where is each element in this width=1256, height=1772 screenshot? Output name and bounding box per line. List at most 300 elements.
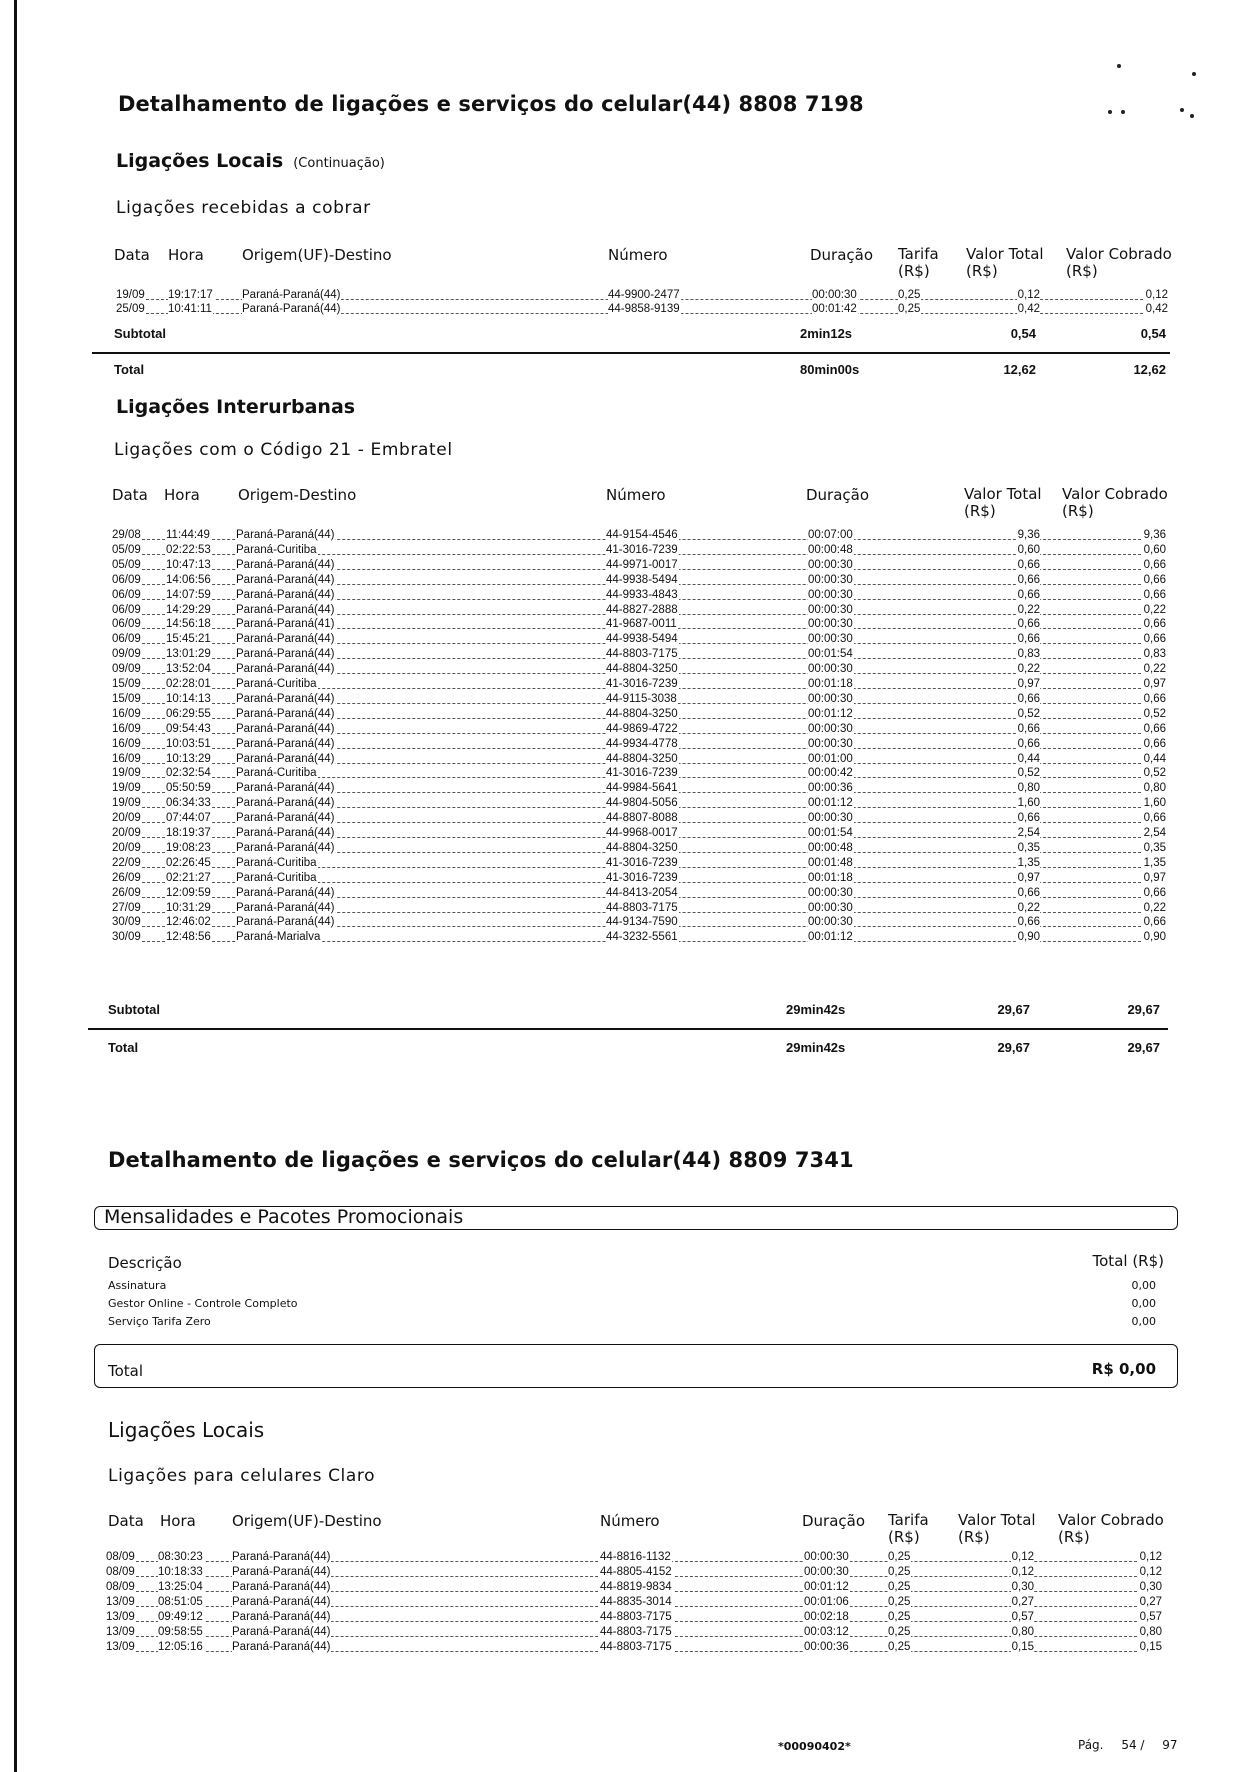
page-label: Pág.: [1078, 1738, 1104, 1752]
table-cell: 10:31:29: [166, 901, 211, 914]
table-cell: Paraná-Paraná(44): [236, 782, 335, 795]
total-duration: 80min00s: [800, 362, 860, 377]
table-cell: Paraná-Paraná(44): [236, 916, 335, 929]
table-row: [106, 1640, 1162, 1655]
subscription-item-label: Serviço Tarifa Zero: [108, 1315, 211, 1328]
subgroup-heading: Ligações para celulares Claro: [108, 1466, 376, 1486]
table-cell: 1,60: [1143, 797, 1166, 810]
subgroup-heading: Ligações recebidas a cobrar: [116, 198, 371, 218]
table-cell: 0,66: [1143, 588, 1166, 601]
table-cell: 00:00:30: [808, 812, 853, 825]
table-cell: 26/09: [112, 871, 141, 884]
table-cell: 02:21:27: [166, 871, 211, 884]
table-cell: 0,25: [888, 1566, 911, 1578]
table-cell: 0,25: [888, 1596, 911, 1608]
table-row: [106, 1595, 1162, 1610]
table-cell: 44-9134-7590: [606, 916, 678, 929]
table-cell: 00:01:12: [808, 931, 853, 944]
table-cell: Paraná-Paraná(44): [236, 827, 335, 839]
group-heading: Ligações Interurbanas: [116, 396, 356, 418]
column-header: [964, 486, 1042, 520]
column-header: [888, 1512, 929, 1546]
table-cell: 00:00:30: [808, 663, 853, 676]
table-cell: 41-3016-7239: [606, 767, 678, 780]
table-cell: 44-8803-7175: [600, 1611, 672, 1623]
column-header: [1062, 486, 1168, 520]
table-cell: 0,57: [1139, 1611, 1162, 1623]
table-cell: 00:00:42: [808, 767, 853, 780]
table-cell: 09:49:12: [158, 1611, 203, 1623]
subscription-item-value: 0,00: [1131, 1297, 1156, 1310]
table-cell: 10:47:13: [166, 558, 211, 571]
table-cell: 0,66: [1017, 618, 1040, 631]
column-header: Data: [108, 1512, 144, 1530]
table-cell: Paraná-Curitiba: [236, 543, 317, 556]
table-cell: 0,44: [1143, 752, 1166, 765]
table-row: [112, 737, 1166, 752]
table-cell: 00:00:30: [812, 289, 857, 301]
table-cell: 00:01:42: [812, 303, 857, 315]
subtotal-charged: 0,54: [1140, 326, 1166, 341]
table-cell: 0,22: [1143, 603, 1166, 616]
table-cell: Paraná-Curitiba: [236, 678, 317, 690]
total-line: [0, 362, 1256, 378]
table-cell: Paraná-Paraná(44): [236, 812, 335, 825]
table-cell: 08:51:05: [158, 1596, 203, 1608]
subscription-item-label: Gestor Online - Controle Completo: [108, 1297, 298, 1310]
table-cell: 00:00:48: [808, 841, 853, 854]
subtotal-duration: 29min42s: [786, 1002, 846, 1017]
table-cell: 30/09: [112, 916, 141, 929]
table-cell: 44-9968-0017: [606, 827, 678, 839]
table-row: [106, 1610, 1162, 1625]
table-row: [112, 766, 1166, 781]
table-cell: 00:00:30: [808, 692, 853, 705]
table-cell: 1,60: [1017, 797, 1040, 810]
table-cell: 00:01:00: [808, 752, 853, 765]
total-total: 29,67: [997, 1040, 1030, 1055]
table-cell: 00:00:30: [808, 737, 853, 750]
table-row: [116, 302, 1168, 317]
table-cell: Paraná-Paraná(44): [232, 1551, 331, 1563]
table-cell: 0,60: [1017, 543, 1040, 556]
table-cell: 20/09: [112, 827, 141, 839]
column-header-line: Valor Total: [966, 245, 1044, 263]
table-cell: 1,35: [1143, 856, 1166, 869]
subtotal-charged: 29,67: [1127, 1002, 1160, 1017]
table-cell: 19:08:23: [166, 841, 211, 854]
table-cell: 0,97: [1017, 678, 1040, 690]
table-cell: 00:00:30: [804, 1566, 849, 1578]
table-cell: 00:00:30: [808, 558, 853, 571]
table-cell: 0,66: [1143, 737, 1166, 750]
column-header-line: Valor Cobrado: [1066, 245, 1172, 263]
table-row: [106, 1625, 1162, 1640]
table-cell: 44-8804-3250: [606, 707, 678, 720]
table-cell: 10:41:11: [168, 303, 212, 315]
table-cell: Paraná-Paraná(44): [236, 648, 335, 661]
column-header-line: (R$): [966, 262, 998, 280]
group-heading: [116, 150, 385, 172]
column-header-line: (R$): [898, 262, 930, 280]
table-cell: 44-8803-7175: [600, 1626, 672, 1638]
table-cell: Paraná-Paraná(44): [232, 1566, 331, 1578]
table-cell: 0,12: [1145, 289, 1168, 301]
table-cell: Paraná-Paraná(44): [236, 633, 335, 646]
table-cell: 14:29:29: [166, 603, 211, 616]
table-cell: Paraná-Paraná(44): [236, 603, 335, 616]
table-row: [112, 752, 1166, 767]
subscription-item-value: 0,00: [1131, 1279, 1156, 1292]
subtotal-line: [0, 1002, 1256, 1018]
table-cell: 05/09: [112, 558, 141, 571]
subtotal-label: Subtotal: [108, 1002, 160, 1017]
subtotal-total: 0,54: [1010, 326, 1036, 341]
table-cell: 00:00:30: [808, 901, 853, 914]
table-cell: 44-9938-5494: [606, 573, 678, 586]
table-cell: 00:07:00: [808, 529, 853, 541]
table-cell: 18:19:37: [166, 827, 211, 839]
table-cell: Paraná-Curitiba: [236, 871, 317, 884]
table-row: [112, 841, 1166, 856]
column-header-line: (R$): [1066, 262, 1098, 280]
column-header: [1058, 1512, 1164, 1546]
table-cell: 0,15: [1011, 1641, 1034, 1653]
column-header: [898, 246, 939, 280]
subtotal-line: [0, 326, 1256, 342]
table-row: [112, 603, 1166, 618]
table-cell: 44-8803-7175: [606, 648, 678, 661]
table-cell: 30/09: [112, 931, 141, 944]
table-cell: 14:56:18: [166, 618, 211, 631]
table-cell: 0,66: [1017, 633, 1040, 646]
table-cell: 09:54:43: [166, 722, 211, 735]
table-cell: 1,35: [1017, 856, 1040, 869]
subscription-total-label: Total: [108, 1362, 144, 1380]
table-cell: 0,44: [1017, 752, 1040, 765]
table-cell: 0,80: [1139, 1626, 1162, 1638]
table-row: [112, 930, 1166, 945]
table-cell: 00:03:12: [804, 1626, 849, 1638]
table-cell: 09:58:55: [158, 1626, 203, 1638]
table-cell: 00:02:18: [804, 1611, 849, 1623]
table-cell: Paraná-Paraná(44): [236, 886, 335, 899]
total-duration: 29min42s: [786, 1040, 846, 1055]
table-cell: 08/09: [106, 1551, 135, 1563]
table-cell: Paraná-Paraná(44): [232, 1611, 331, 1623]
column-header: Duração: [802, 1512, 866, 1530]
group-heading: Ligações Locais: [108, 1418, 265, 1442]
column-header: Origem(UF)-Destino: [232, 1512, 382, 1530]
table-cell: 06/09: [112, 588, 141, 601]
table-cell: 0,57: [1011, 1611, 1034, 1623]
subtotal-total: 29,67: [997, 1002, 1030, 1017]
table-cell: 06/09: [112, 618, 141, 631]
description-header: Descrição: [108, 1254, 182, 1272]
table-cell: Paraná-Paraná(44): [236, 752, 335, 765]
table-cell: 44-9984-5641: [606, 782, 678, 795]
table-cell: Paraná-Paraná(44): [242, 289, 341, 301]
table-row: [112, 707, 1166, 722]
table-cell: 00:01:18: [808, 871, 853, 884]
table-cell: 44-8803-7175: [600, 1641, 672, 1653]
table-cell: 44-9804-5056: [606, 797, 678, 810]
table-cell: 44-9869-4722: [606, 722, 678, 735]
table-cell: 0,80: [1143, 782, 1166, 795]
table-cell: 0,83: [1017, 648, 1040, 661]
subscription-item-value: 0,00: [1131, 1315, 1156, 1328]
table-cell: 9,36: [1143, 529, 1166, 541]
column-header-line: Tarifa: [888, 1511, 929, 1529]
subscription-box-title: Mensalidades e Pacotes Promocionais: [104, 1206, 464, 1228]
table-cell: 0,83: [1143, 648, 1166, 661]
column-header: [958, 1512, 1036, 1546]
table-row: [112, 722, 1166, 737]
table-cell: 16/09: [112, 722, 141, 735]
table-cell: 02:28:01: [166, 678, 211, 690]
table-cell: Paraná-Paraná(44): [232, 1626, 331, 1638]
table-cell: 0,90: [1017, 931, 1040, 944]
column-header: Data: [114, 246, 150, 264]
table-cell: 0,66: [1143, 692, 1166, 705]
table-cell: 00:00:30: [808, 633, 853, 646]
table-cell: Paraná-Paraná(44): [236, 901, 335, 914]
table-cell: 0,66: [1143, 573, 1166, 586]
table-cell: 0,66: [1017, 722, 1040, 735]
table-cell: 09/09: [112, 648, 141, 661]
table-cell: 00:01:12: [804, 1581, 849, 1593]
table-row: [112, 856, 1166, 871]
column-header: Origem-Destino: [238, 486, 357, 504]
column-header-line: (R$): [958, 1528, 990, 1546]
table-row: [112, 558, 1166, 573]
table-cell: 0,25: [888, 1551, 911, 1563]
table-cell: Paraná-Paraná(44): [236, 797, 335, 810]
table-cell: 00:00:36: [808, 782, 853, 795]
table-cell: 0,66: [1017, 737, 1040, 750]
scan-speck: [1117, 64, 1121, 68]
column-header: Hora: [164, 486, 200, 504]
scan-speck: [1192, 72, 1196, 76]
table-cell: 0,12: [1139, 1566, 1162, 1578]
table-cell: 0,66: [1017, 886, 1040, 899]
table-cell: 0,42: [1145, 303, 1168, 315]
table-cell: 44-8816-1132: [600, 1551, 671, 1563]
table-row: [112, 647, 1166, 662]
table-cell: 0,22: [1017, 603, 1040, 616]
table-cell: Paraná-Curitiba: [236, 767, 317, 780]
table-cell: 0,12: [1011, 1566, 1034, 1578]
table-cell: 13/09: [106, 1626, 135, 1638]
total-line: [0, 1040, 1256, 1056]
table-cell: 06:29:55: [166, 707, 211, 720]
table-cell: 44-8804-3250: [606, 663, 678, 676]
table-cell: 2,54: [1017, 827, 1040, 839]
table-cell: 00:00:30: [808, 588, 853, 601]
table-row: [112, 528, 1166, 543]
divider-rule: [92, 352, 1170, 354]
table-cell: Paraná-Paraná(44): [232, 1596, 331, 1608]
table-row: [112, 915, 1166, 930]
table-cell: 0,25: [898, 303, 921, 315]
table-cell: 0,97: [1143, 678, 1166, 690]
table-cell: 0,66: [1143, 558, 1166, 571]
column-header: Número: [608, 246, 668, 264]
column-header: [966, 246, 1044, 280]
page-number: [1078, 1738, 1178, 1752]
table-cell: 26/09: [112, 886, 141, 899]
table-cell: 9,36: [1017, 529, 1040, 541]
table-cell: 2,54: [1143, 827, 1166, 839]
table-cell: 0,25: [888, 1581, 911, 1593]
table-cell: 00:01:54: [808, 827, 853, 839]
table-cell: 44-8827-2888: [606, 603, 678, 616]
table-cell: 0,42: [1017, 303, 1040, 315]
table-row: [112, 796, 1166, 811]
table-cell: 12:05:16: [158, 1641, 203, 1653]
column-header-line: Valor Cobrado: [1058, 1511, 1164, 1529]
column-header-line: Valor Cobrado: [1062, 485, 1168, 503]
table-cell: Paraná-Paraná(44): [236, 558, 335, 571]
table-row: [106, 1580, 1162, 1595]
table-cell: 19/09: [112, 767, 141, 780]
table-cell: Paraná-Paraná(44): [236, 841, 335, 854]
table-row: [106, 1550, 1162, 1565]
table-cell: 44-9858-9139: [608, 303, 680, 315]
table-cell: 0,25: [888, 1611, 911, 1623]
table-cell: 07:44:07: [166, 812, 211, 825]
table-cell: 0,66: [1143, 886, 1166, 899]
table-cell: 0,27: [1139, 1596, 1162, 1608]
table-cell: 44-9934-4778: [606, 737, 678, 750]
table-cell: 0,35: [1017, 841, 1040, 854]
table-cell: 19:17:17: [168, 289, 213, 301]
table-row: [112, 543, 1166, 558]
table-cell: 22/09: [112, 856, 141, 869]
column-header: Número: [606, 486, 666, 504]
column-header-line: (R$): [888, 1528, 920, 1546]
table-cell: 44-8804-3250: [606, 752, 678, 765]
table-cell: 0,15: [1139, 1641, 1162, 1653]
table-cell: Paraná-Marialva: [236, 931, 321, 944]
section-title: Detalhamento de ligações e serviços do celular(44) 8808 7198: [118, 92, 864, 116]
table-cell: 0,12: [1011, 1551, 1034, 1563]
table-row: [112, 617, 1166, 632]
table-cell: 0,12: [1017, 289, 1040, 301]
table-cell: 10:18:33: [158, 1566, 203, 1578]
table-cell: 00:00:30: [808, 916, 853, 929]
scan-left-border: [14, 0, 17, 1772]
table-cell: 0,97: [1143, 871, 1166, 884]
table-cell: 0,66: [1143, 916, 1166, 929]
column-header: Duração: [806, 486, 870, 504]
table-cell: 15:45:21: [166, 633, 211, 646]
table-cell: 15/09: [112, 678, 141, 690]
subgroup-heading: Ligações com o Código 21 - Embratel: [114, 440, 453, 460]
table-cell: 29/08: [112, 529, 141, 541]
table-cell: 0,66: [1143, 812, 1166, 825]
scan-speck: [1121, 110, 1125, 114]
scan-speck: [1190, 114, 1194, 118]
table-cell: 0,97: [1017, 871, 1040, 884]
table-cell: Paraná-Paraná(44): [236, 573, 335, 586]
table-cell: Paraná-Paraná(44): [236, 663, 335, 676]
table-cell: 0,22: [1017, 663, 1040, 676]
table-cell: 44-8805-4152: [600, 1566, 672, 1578]
table-cell: 00:01:06: [804, 1596, 849, 1608]
table-cell: 11:44:49: [166, 529, 210, 541]
total-total: 12,62: [1003, 362, 1036, 377]
table-cell: 44-8413-2054: [606, 886, 678, 899]
table-cell: 0,90: [1143, 931, 1166, 944]
table-cell: 0,52: [1143, 767, 1166, 780]
table-cell: 44-9900-2477: [608, 289, 680, 301]
column-header: [1066, 246, 1172, 280]
table-cell: 10:13:29: [166, 752, 211, 765]
table-row: [112, 692, 1166, 707]
column-header: Número: [600, 1512, 660, 1530]
table-cell: 0,66: [1017, 812, 1040, 825]
total-header: Total (R$): [1092, 1252, 1164, 1270]
table-cell: 44-8819-9834: [600, 1581, 672, 1593]
table-cell: Paraná-Paraná(44): [232, 1581, 331, 1593]
table-cell: 41-3016-7239: [606, 543, 678, 556]
table-cell: 00:00:30: [804, 1551, 849, 1563]
table-cell: Paraná-Paraná(44): [232, 1641, 331, 1653]
table-cell: 0,66: [1017, 692, 1040, 705]
table-cell: 00:01:48: [808, 856, 853, 869]
table-cell: 41-3016-7239: [606, 678, 678, 690]
table-row: [112, 886, 1166, 901]
table-row: [112, 632, 1166, 647]
table-row: [112, 677, 1166, 692]
table-cell: 0,25: [898, 289, 921, 301]
table-cell: 41-3016-7239: [606, 856, 678, 869]
table-cell: 0,66: [1143, 618, 1166, 631]
table-cell: 0,35: [1143, 841, 1166, 854]
column-header-line: Tarifa: [898, 245, 939, 263]
table-cell: 06/09: [112, 573, 141, 586]
page-current: 54 /: [1121, 1738, 1145, 1752]
table-row: [116, 288, 1168, 303]
scan-speck: [1108, 110, 1112, 114]
table-cell: Paraná-Paraná(44): [236, 588, 335, 601]
table-cell: 14:07:59: [166, 588, 211, 601]
table-cell: 0,52: [1143, 707, 1166, 720]
table-cell: 0,60: [1143, 543, 1166, 556]
table-cell: Paraná-Paraná(44): [236, 529, 335, 541]
table-cell: 02:26:45: [166, 856, 211, 869]
scan-speck: [1180, 108, 1184, 112]
table-cell: 0,66: [1017, 588, 1040, 601]
table-cell: 02:22:53: [166, 543, 211, 556]
table-cell: 02:32:54: [166, 767, 211, 780]
table-cell: 06/09: [112, 603, 141, 616]
table-cell: 00:01:54: [808, 648, 853, 661]
table-cell: 0,22: [1017, 901, 1040, 914]
table-cell: 44-9938-5494: [606, 633, 678, 646]
table-cell: 00:01:12: [808, 707, 853, 720]
divider-rule: [88, 1028, 1168, 1030]
table-cell: 16/09: [112, 707, 141, 720]
table-cell: 15/09: [112, 692, 141, 705]
column-header-line: (R$): [1062, 502, 1094, 520]
subtotal-label: Subtotal: [114, 326, 166, 341]
table-cell: 0,30: [1139, 1581, 1162, 1593]
table-row: [106, 1565, 1162, 1580]
group-heading-text: Ligações Locais: [116, 150, 284, 172]
barcode-text: *00090402*: [778, 1740, 851, 1753]
